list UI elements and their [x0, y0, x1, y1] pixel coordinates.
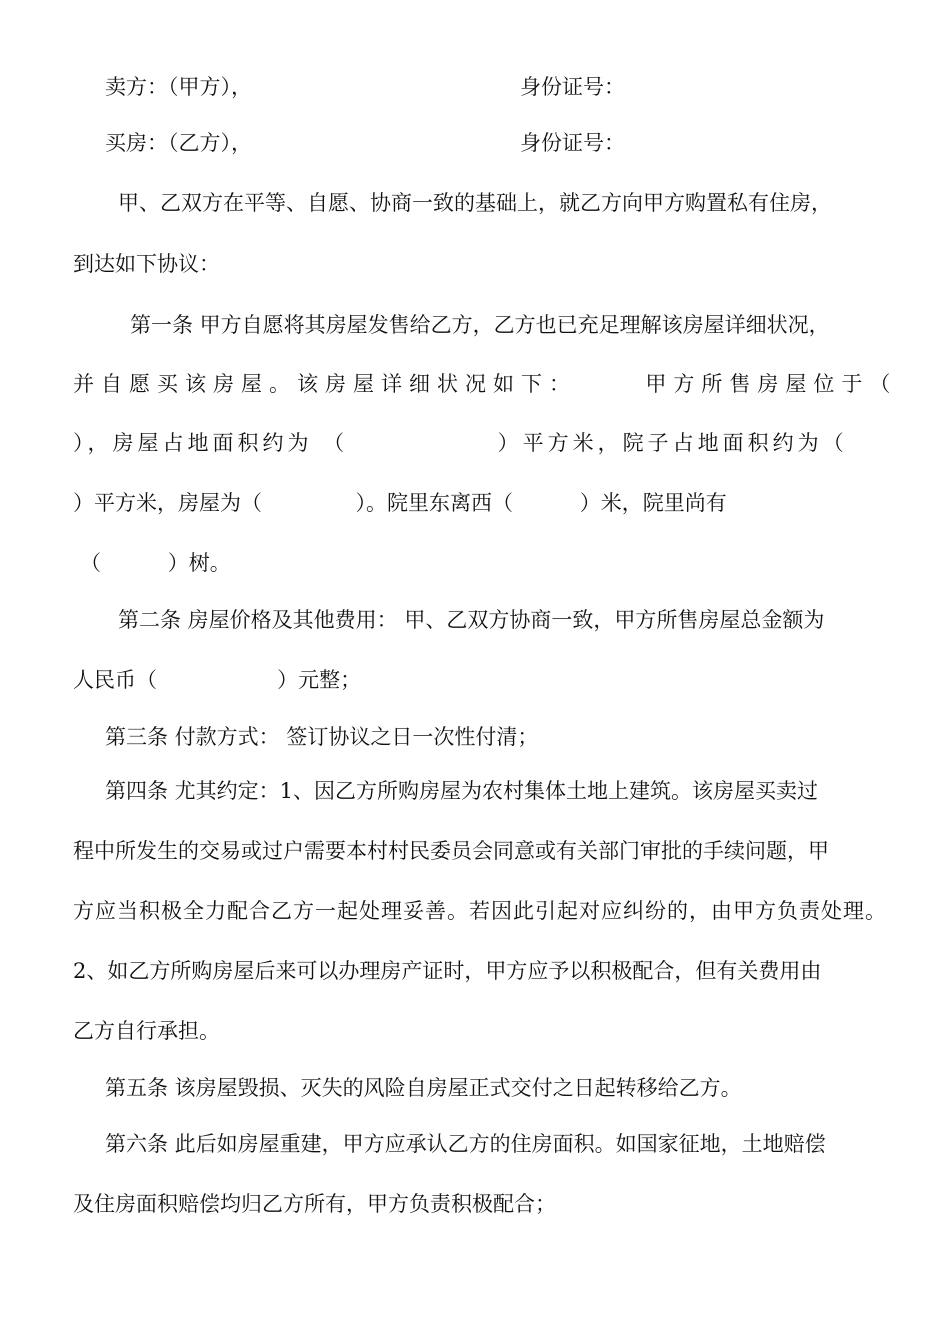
- article5-line-1: 第五条 该房屋毁损、灭失的风险自房屋正式交付之日起转移给乙方。: [105, 1076, 742, 1100]
- article4-line-2: 程中所发生的交易或过户需要本村村民委员会同意或有关部门审批的手续问题，甲: [73, 839, 829, 863]
- article1-line-4: ）平方米，房屋为（ ）。院里东离西（ ）米，院里尚有: [73, 491, 727, 515]
- buyer-id-label: 身份证号：: [520, 131, 625, 155]
- article1-line-5: （ ）树。: [80, 551, 231, 575]
- seller-id-label: 身份证号：: [520, 75, 625, 99]
- article1-line-3: ），房屋占地面积约为 （ ）平方米，院子占地面积约为（: [73, 431, 848, 455]
- seller-label: 卖方：（甲方），: [105, 75, 252, 99]
- article4-line-1: 第四条 尤其约定：1、因乙方所购房屋为农村集体土地上建筑。该房屋买卖过: [105, 779, 819, 803]
- article1-line-2: 并自愿买该房屋。该房屋详细状况如下： 甲方所售房屋位于（: [73, 372, 898, 396]
- article4-line-3: 方应当积极全力配合乙方一起处理妥善。若因此引起对应纠纷的，由甲方负责处理。: [73, 899, 887, 923]
- intro-line-2: 到达如下协议：: [73, 252, 220, 276]
- article3-line-1: 第三条 付款方式： 签订协议之日一次性付清；: [105, 725, 539, 749]
- article2-line-2: 人民币（ ）元整；: [73, 668, 362, 692]
- article6-line-2: 及住房面积赔偿均归乙方所有，甲方负责积极配合；: [73, 1192, 556, 1216]
- article2-line-1: 第二条 房屋价格及其他费用： 甲、乙双方协商一致，甲方所售房屋总金额为: [118, 608, 825, 632]
- article4-line-4: 2、如乙方所购房屋后来可以办理房产证时，甲方应予以积极配合，但有关费用由: [73, 959, 822, 983]
- buyer-label: 买房：（乙方），: [105, 131, 252, 155]
- article4-line-5: 乙方自行承担。: [73, 1019, 220, 1043]
- article1-line-1: 第一条 甲方自愿将其房屋发售给乙方，乙方也已充足理解该房屋详细状况，: [130, 313, 830, 337]
- article6-line-1: 第六条 此后如房屋重建，甲方应承认乙方的住房面积。如国家征地，土地赔偿: [105, 1132, 826, 1156]
- intro-line-1: 甲、乙双方在平等、自愿、协商一致的基础上，就乙方向甲方购置私有住房，: [118, 191, 832, 215]
